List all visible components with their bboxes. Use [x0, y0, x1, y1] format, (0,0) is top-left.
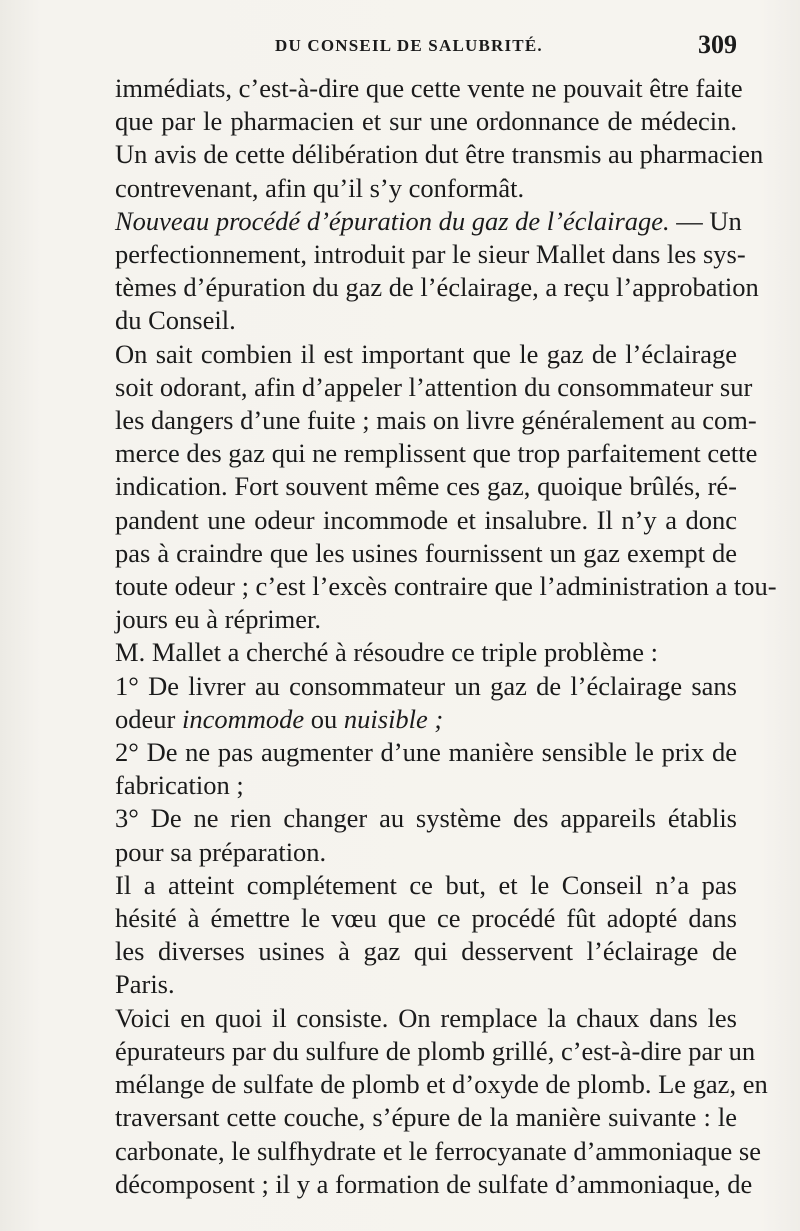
item-one-fragment: nuisible ; — [343, 703, 444, 734]
text-line: épurateurs par du sulfure de plomb grillé, c’est-à-dire par un — [115, 1035, 756, 1066]
section-title-line — [115, 205, 742, 238]
text-line: merce des gaz qui ne remplissent que trop parfaitement cette — [115, 438, 758, 469]
text-line: décomposent ; il y a formation de sulfate d’ammoniaque, de — [115, 1168, 753, 1199]
text-line: pas à craindre que les usines fournissent un gaz exempt de — [115, 537, 737, 568]
text-line: Paris. — [115, 969, 175, 1000]
text-line: hésité à émettre le vœu que ce procédé fût adopté dans — [115, 903, 737, 934]
text-line: perfectionnement, introduit par le sieur Mallet dans les sys- — [115, 239, 746, 270]
item-one-fragment: incommode — [181, 703, 305, 734]
text-line: immédiats, c’est-à-dire que cette vente ne pouvait être faite — [115, 73, 743, 103]
item-one-end-line — [115, 703, 737, 736]
text-line: mélange de sulfate de plomb et d’oxyde de plomb. Le gaz, en — [115, 1069, 768, 1100]
item-one-fragment: ou — [304, 703, 344, 734]
text-line: pour sa préparation. — [115, 836, 327, 867]
text-line: du Conseil. — [115, 305, 236, 336]
section-title: Nouveau procédé d’épuration du gaz de l’éclairage. — [115, 205, 670, 236]
text-line: les dangers d’une fuite ; mais on livre généralement au com- — [115, 405, 757, 436]
text-line: 1° De livrer au consommateur un gaz de l’éclairage sans — [115, 670, 737, 701]
text-line: traversant cette couche, s’épure de la manière suivante : le — [115, 1102, 737, 1133]
item-one-fragment: odeur — [115, 703, 182, 734]
page-number: 309 — [698, 30, 737, 59]
text-line: Voici en quoi il consiste. On remplace la chaux dans les — [115, 1002, 737, 1033]
text-line: les diverses usines à gaz qui desservent l’éclairage de — [115, 936, 737, 967]
text-line: 2° De ne pas augmenter d’une manière sensible le prix de — [115, 737, 737, 768]
page-header — [115, 30, 737, 64]
running-head: DU CONSEIL DE SALUBRITÉ. — [275, 36, 543, 55]
text-line: tèmes d’épuration du gaz de l’éclairage, a reçu l’approbation — [115, 272, 759, 303]
text-line: jours eu à réprimer. — [115, 604, 322, 635]
text-line: soit odorant, afin d’appeler l’attention du consommateur sur — [115, 371, 753, 402]
text-line: pandent une odeur incommode et insalubre. Il n’y a donc — [115, 504, 737, 535]
text-line: M. Mallet a cherché à résoudre ce triple problème : — [115, 637, 659, 668]
section-title-continuation: — Un — [669, 205, 742, 236]
text-line: Il a atteint complétement ce but, et le Conseil n’a pas — [115, 869, 737, 900]
text-line: que par le pharmacien et sur une ordonnance de médecin. — [115, 106, 737, 137]
text-line: Un avis de cette délibération dut être transmis au pharmacien — [115, 139, 764, 170]
text-line: fabrication ; — [115, 770, 244, 801]
text-line: indication. Fort souvent même ces gaz, quoique brûlés, ré- — [115, 471, 737, 502]
text-line: 3° De ne rien changer au système des appareils établis — [115, 803, 737, 834]
text-line: toute odeur ; c’est l’excès contraire que l’administration a tou- — [115, 571, 777, 602]
text-line: carbonate, le sulfhydrate et le ferrocyanate d’ammoniaque se — [115, 1135, 761, 1166]
body-text — [115, 72, 777, 1201]
text-line: contrevenant, afin qu’il s’y conformât. — [115, 172, 525, 203]
text-line: On sait combien il est important que le gaz de l’éclairage — [115, 338, 737, 369]
